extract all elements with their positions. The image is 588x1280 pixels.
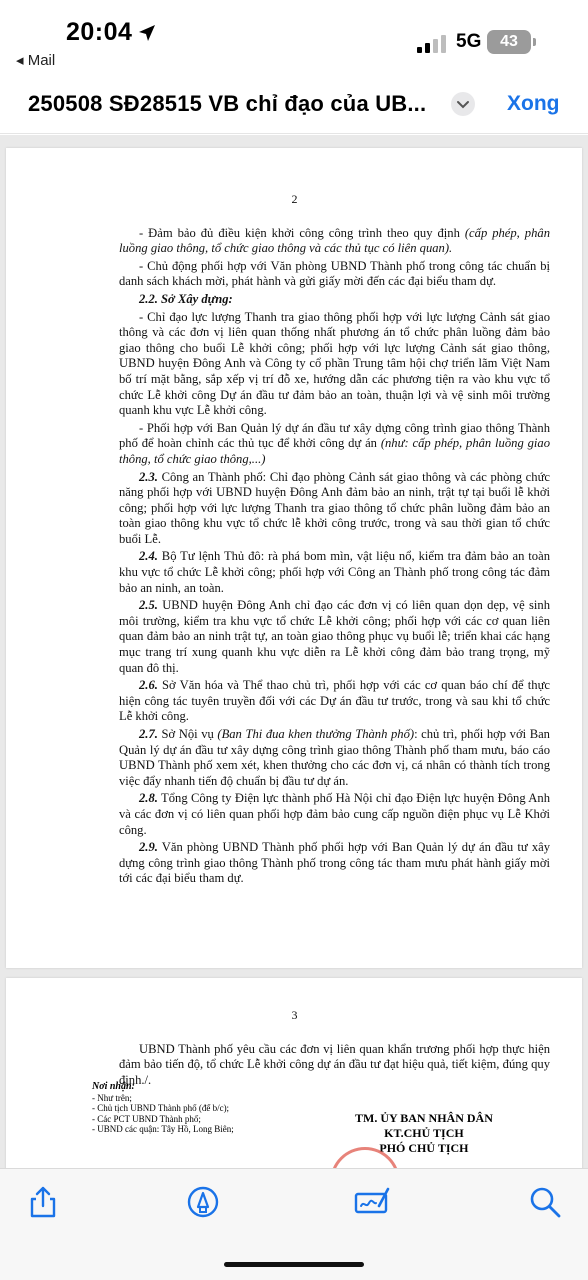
location-arrow-icon: [137, 23, 157, 43]
markup-icon: [186, 1185, 220, 1219]
signature-icon: [354, 1185, 390, 1219]
paragraph: - Chủ động phối hợp với Văn phòng UBND Thành phố trong công tác chuẩn bị danh sách khách mời, phát hành và gửi giấy mời đến các đại biểu tham dự.: [119, 258, 550, 289]
home-indicator[interactable]: [224, 1262, 364, 1267]
section-heading: 2.2. Sở Xây dựng:: [139, 291, 233, 306]
network-type: 5G: [456, 31, 482, 52]
document-title[interactable]: 250508 SĐ28515 VB chỉ đạo của UB...: [28, 91, 427, 116]
paragraph: 2.5. UBND huyện Đông Anh chỉ đạo các đơn vị có liên quan dọn dẹp, vệ sinh môi trường, kiểm tra khu vực tổ chức Lễ khởi công; phối hợp với các cơ quan liên quan đảm bảo an ninh trật tự, an toàn giao thông phục vụ buổi lễ; triển khai các hạng mục trang trí xung quanh khu vực diễn ra Lễ khởi công đảm bảo trang trọng, mỹ quan đô thị.: [119, 598, 550, 675]
recipient-item: - Chủ tịch UBND Thành phố (để b/c);: [92, 1103, 230, 1113]
page-number: 2: [291, 192, 298, 206]
signature-button[interactable]: [354, 1185, 388, 1219]
paragraph: - Chỉ đạo lực lượng Thanh tra giao thông phối hợp với lực lượng Cảnh sát giao thông và các đơn vị liên quan thống nhất phương án tổ chức phân luồng đảm bảo giao thông cho buổi Lễ khởi công; phối hợp với lực lượng Cảnh sát giao thông, UBND huyện Đông Anh và Công ty cổ phần Trung tâm hội chợ triển lãm Việt Nam bố trí mặt bằng, sắp xếp vị trí đỗ xe, hướng dẫn các phương tiện ra vào khu vực tổ chức Lễ khởi công Dự án đầu tư đảm bảo an toàn, thuận lợi và vệ sinh môi trường quanh khu vực Lễ khởi công.: [119, 309, 550, 418]
pdf-page-3: [6, 978, 582, 1168]
paragraph: 2.4. Bộ Tư lệnh Thủ đô: rà phá bom mìn, vật liệu nổ, kiểm tra đảm bảo an toàn khu vực tổ chức Lễ khởi công; phối hợp với Công an Thành phố trong công tác đảm bảo an ninh, an toàn.: [119, 549, 550, 595]
title-menu-button[interactable]: [451, 92, 475, 116]
sign-line: PHÓ CHỦ TỊCH: [379, 1141, 469, 1155]
paragraph: 2.3. Công an Thành phố: Chỉ đạo phòng Cảnh sát giao thông và các phòng chức năng phối hợp với UBND huyện Đông Anh đảm bảo an ninh, trật tự tại buổi lễ khởi công; phối hợp với lực lượng Thanh tra giao thông tổ chức phân luồng đảm bảo an toàn giao thông khu vực tổ chức lễ khởi công trước, trong và sau thời gian tổ chức buổi Lễ.: [119, 469, 550, 546]
closing-paragraph: UBND Thành phố yêu cầu các đơn vị liên quan khẩn trương phối hợp thực hiện đảm bảo tiến độ, tổ chức Lễ khởi công dự án đầu tư đạt hiệu quả, tiết kiệm, đúng quy định./.: [119, 1041, 550, 1087]
share-button[interactable]: [26, 1185, 60, 1219]
sign-line: TM. ỦY BAN NHÂN DÂN: [355, 1111, 493, 1125]
paragraph: 2.7. Sở Nội vụ (Ban Thi đua khen thưởng Thành phố): chủ trì, phối hợp với Ban Quản lý dự án đầu tư xây dựng công trình giao thông Thành phố tham mưu, báo cáo UBND Thành phố xem xét, khen thưởng cho các đơn vị, cá nhân có thành tích trong việc đẩy nhanh tiến độ chuẩn bị đầu tư dự án.: [119, 727, 550, 788]
pdf-page-2: [6, 148, 582, 968]
share-icon: [26, 1185, 60, 1219]
paragraph: 2.6. Sở Văn hóa và Thể thao chủ trì, phối hợp với các cơ quan báo chí để thực hiện công tác tuyên truyền đối với các Dự án đầu tư trước, trong và sau khi tổ chức Lễ khởi công.: [119, 678, 550, 724]
markup-button[interactable]: [186, 1185, 220, 1219]
cellular-signal-icon: [417, 35, 447, 53]
done-button[interactable]: Xong: [507, 92, 560, 115]
recipients-block: [92, 1081, 234, 1135]
page-number: 3: [291, 1008, 298, 1022]
status-bar: [0, 0, 588, 80]
recipient-item: - Như trên;: [92, 1092, 132, 1103]
paragraph: 2.8. Tổng Công ty Điện lực thành phố Hà Nội chỉ đạo Điện lực huyện Đông Anh và các đơn vị có liên quan phối hợp đảm bảo cung cấp nguồn điện phục vụ Lễ Khởi công.: [119, 791, 550, 837]
recipient-item: - UBND các quận: Tây Hồ, Long Biên;: [92, 1124, 234, 1134]
paragraph: - Đảm bảo đủ điều kiện khởi công công trình theo quy định (cấp phép, phân luồng giao thông, tổ chức giao thông và các thủ tục có liên quan).: [119, 225, 550, 256]
recipient-item: - Các PCT UBND Thành phố;: [92, 1113, 201, 1124]
document-viewer[interactable]: [0, 135, 588, 1168]
sign-line: KT.CHỦ TỊCH: [384, 1126, 464, 1140]
paragraph: 2.9. Văn phòng UBND Thành phố phối hợp với Ban Quản lý dự án đầu tư xây dựng công trình giao thông Thành phố trong công tác tham mưu phát hành giấy mời tới các đại biểu tham dự.: [119, 840, 550, 886]
search-icon: [528, 1185, 562, 1219]
status-time: 20:04: [66, 18, 133, 46]
recipients-title: Nơi nhận:: [92, 1081, 135, 1092]
paragraph: - Phối hợp với Ban Quản lý dự án đầu tư xây dựng công trình giao thông Thành phố để hoàn chỉnh các thủ tục để khởi công dự án (như: cấp phép, phân luồng giao thông, tổ chức giao thông,...): [119, 420, 550, 466]
chevron-down-icon: [451, 92, 475, 116]
search-button[interactable]: [528, 1185, 562, 1219]
back-to-mail-link[interactable]: ◂ Mail: [16, 52, 56, 69]
battery-indicator: 43: [487, 30, 531, 54]
document-nav-bar: [0, 80, 588, 134]
